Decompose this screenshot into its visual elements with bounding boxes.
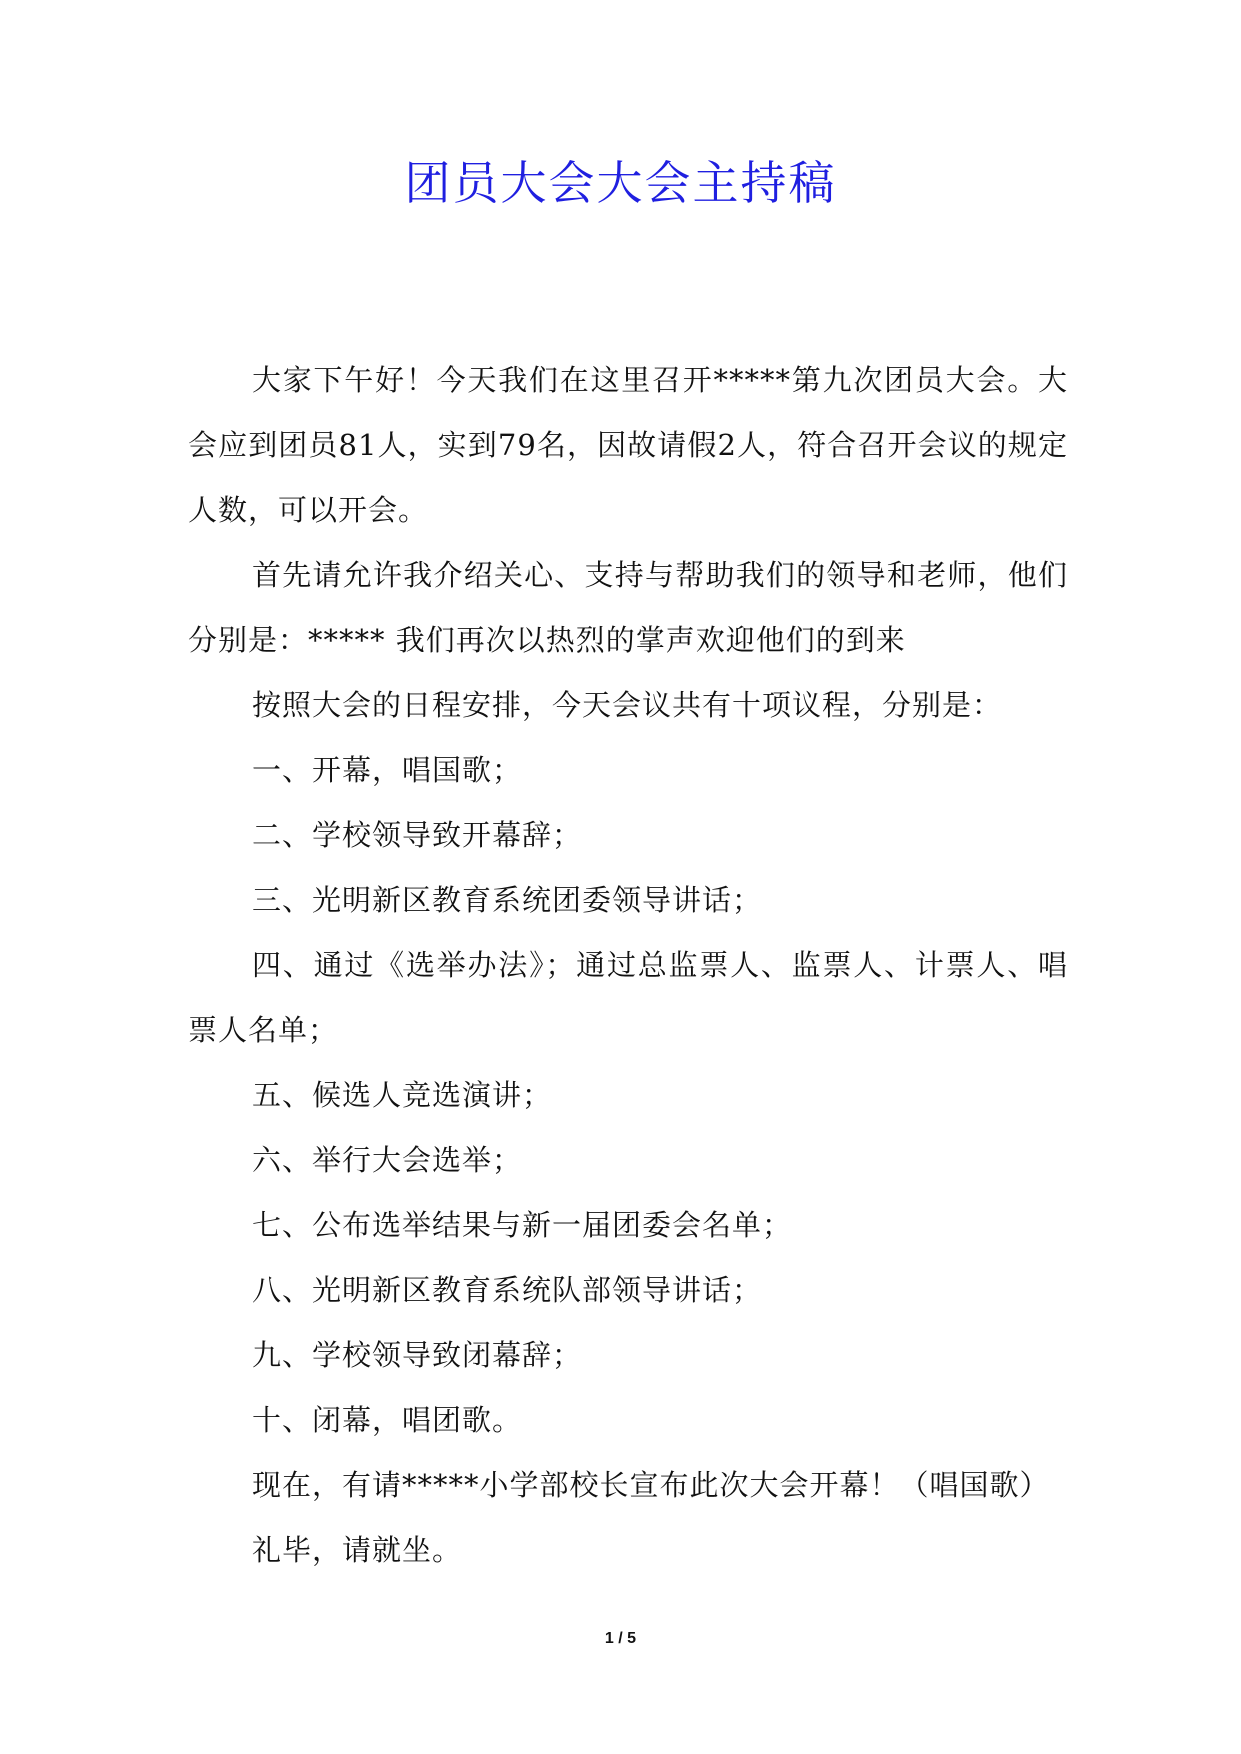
paragraph-agenda-intro: 按照大会的日程安排，今天会议共有十项议程，分别是： — [252, 688, 1003, 722]
paragraph-be-seated: 礼毕，请就坐。 — [252, 1533, 463, 1567]
agenda-item-3: 三、光明新区教育系统团委领导讲话； — [252, 883, 763, 917]
agenda-item-10: 十、闭幕，唱团歌。 — [252, 1403, 523, 1437]
agenda-item-4: 四、通过《选举办法》；通过总监票人、监票人、计票人、唱票人名单； — [188, 948, 1068, 1047]
agenda-item-9: 九、学校领导致闭幕辞； — [252, 1338, 583, 1372]
agenda-item-7: 七、公布选举结果与新一届团委会名单； — [252, 1208, 793, 1242]
document-title: 团员大会大会主持稿 — [404, 156, 837, 210]
paragraph-opening-announcement: 现在，有请*****小学部校长宣布此次大会开幕！（唱国歌） — [252, 1468, 1050, 1502]
agenda-item-8: 八、光明新区教育系统队部领导讲话； — [252, 1273, 763, 1307]
agenda-item-5: 五、候选人竞选演讲； — [252, 1078, 553, 1112]
document-body — [188, 348, 1068, 1583]
page-number: 1 / 5 — [604, 1630, 637, 1647]
agenda-item-2: 二、学校领导致开幕辞； — [252, 818, 583, 852]
agenda-item-1: 一、开幕，唱国歌； — [252, 753, 523, 787]
paragraph-greeting: 大家下午好！今天我们在这里召开*****第九次团员大会。大会应到团员81人，实到79名，因故请假2人，符合召开会议的规定人数，可以开会。 — [188, 363, 1068, 527]
paragraph-introduction: 首先请允许我介绍关心、支持与帮助我们的领导和老师，他们分别是：***** 我们再次以热烈的掌声欢迎他们的到来 — [188, 558, 1068, 657]
agenda-item-6: 六、举行大会选举； — [252, 1143, 523, 1177]
